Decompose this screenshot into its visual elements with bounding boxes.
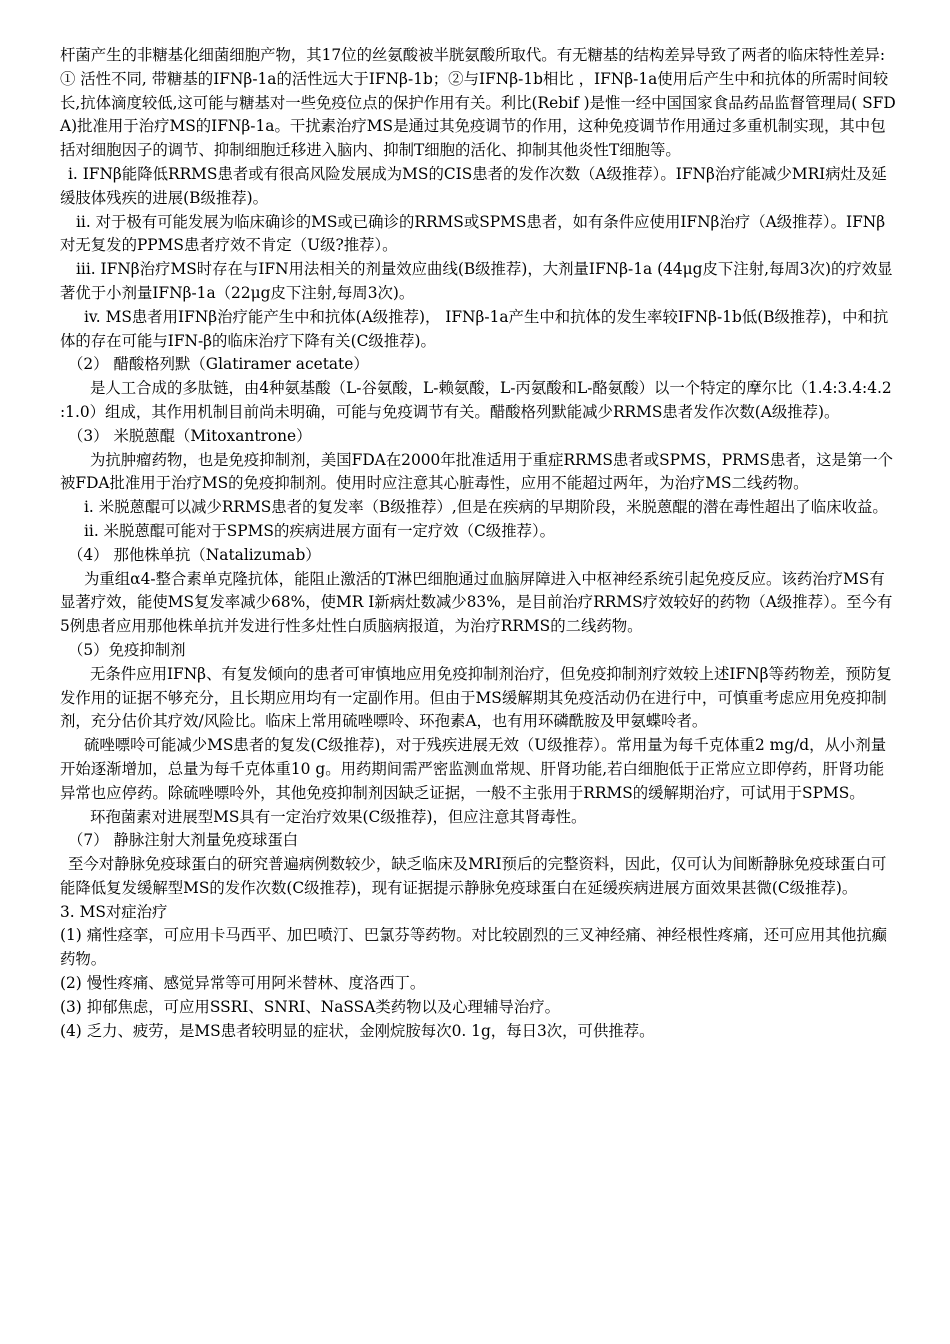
- list-item-chronic-pain: (2) 慢性疼痛、感觉异常等可用阿米替林、度洛西丁。: [60, 974, 426, 993]
- paragraph-azathioprine: 硫唑嘌呤可能减少MS患者的复发(C级推荐)，对于残疾进展无效（U级推荐）。常用量为每千克体重2 mg/d，从小剂量开始逐渐增加，总量为每千克体重10 g。用药期间需严密监测血常规、肝肾功能,若白细胞低于正常应立即停药，肝肾功能异常也应停药。除硫唑嘌呤外，其他免疫抑制剂因缺乏证据，一般不主张用于RRMS的缓解期治疗，可试用于SPMS。: [60, 736, 887, 802]
- list-item-spasm: (1) 痛性痉挛，可应用卡马西平、加巴喷汀、巴氯芬等药物。对比较剧烈的三叉神经痛、神经根性疼痛，还可应用其他抗癫药物。: [60, 926, 888, 969]
- paragraph-ifnb-point-iv: iv. MS患者用IFNβ治疗能产生中和抗体(A级推荐)， IFNβ-1a产生中和抗体的发生率较IFNβ-1b低(B级推荐)，中和抗体的存在可能与IFN-β的临床治疗下降有关(C级推荐)。: [60, 307, 889, 350]
- list-item-depression: (3) 抑郁焦虑，可应用SSRI、SNRI、NaSSA类药物以及心理辅导治疗。: [60, 997, 561, 1016]
- heading-immunosuppressants: （5）免疫抑制剂: [68, 640, 186, 659]
- paragraph-ifnb-point-ii: ii. 对于极有可能发展为临床确诊的MS或已确诊的RRMS或SPMS患者，如有条件应使用IFNβ治疗（A级推荐）。IFNβ对无复发的PPMS患者疗效不肯定（U级?推荐）。: [60, 212, 886, 255]
- paragraph-ifnb-point-i: i. IFNβ能降低RRMS患者或有很高风险发展成为MS的CIS患者的发作次数（A级推荐）。IFNβ治疗能减少MRI病灶及延缓肢体残疾的进展(B级推荐)。: [60, 164, 887, 207]
- paragraph-mitoxantrone-point-i: i. 米脱蒽醌可以减少RRMS患者的复发率（B级推荐）,但是在疾病的早期阶段，米脱蒽醌的潜在毒性超出了临床收益。: [84, 498, 888, 517]
- paragraph-glatiramer: 是人工合成的多肽链，由4种氨基酸（L-谷氨酸，L-赖氨酸，L-丙氨酸和L-酪氨酸）以一个特定的摩尔比（1.4:3.4:4.2 :1.0）组成，其作用机制目前尚未明确，可能与免疫调节有关。醋酸格列默能减少RRMS患者发作次数(A级推荐)。: [60, 379, 892, 421]
- paragraph-ifnb-point-iii: iii. IFNβ治疗MS时存在与IFN用法相关的剂量效应曲线(B级推荐)，大剂量IFNβ-1a (44μg皮下注射,每周3次)的疗效显著优于小剂量IFNβ-1a（22μg皮下注射,每周3次)。: [60, 260, 893, 302]
- paragraph-ifnb-mechanism: 杆菌产生的非糖基化细菌细胞产物，其17位的丝氨酸被半胱氨酸所取代。有无糖基的结构差异导致了两者的临床特性差异:① 活性不同, 带糖基的IFNβ-1a的活性远大于IFNβ-1b；②与IFNβ-1b相比 ，IFNβ-1a使用后产生中和抗体的所需时间较长,抗体滴度较低,这可能与糖基对一些免疫位点的保护作用有关。利比(Rebif )是惟一经中国国家食品药品监督管理局( SFDA)批准用于治疗MS的IFNβ-1a。干扰素治疗MS是通过其免疫调节的作用，这种免疫调节作用通过多重机制实现，其中包括对细胞因子的调节、抑制细胞迁移进入脑内、抑制T细胞的活化、抑制其他炎性T细胞等。: [60, 46, 896, 160]
- paragraph-natalizumab: 为重组α4-整合素单克隆抗体，能阻止激活的T淋巴细胞通过血脑屏障进入中枢神经系统引起免疫反应。该药治疗MS有显著疗效，能使MS复发率减少68%，使MR I新病灶数减少83%，是目前治疗RRMS疗效较好的药物（A级推荐）。至今有5例患者应用那他株单抗并发进行性多灶性白质脑病报道，为治疗RRMS的二线药物。: [60, 569, 893, 636]
- list-item-fatigue: (4) 乏力、疲劳，是MS患者较明显的症状，金刚烷胺每次0. 1g，每日3次，可供推荐。: [60, 1021, 655, 1040]
- paragraph-mitoxantrone: 为抗肿瘤药物，也是免疫抑制剂，美国FDA在2000年批准适用于重症RRMS患者或SPMS，PRMS患者，这是第一个被FDA批准用于治疗MS的免疫抑制剂。使用时应注意其心脏毒性，应用不能超过两年，为治疗MS二线药物。: [60, 450, 894, 493]
- heading-ivig: （7） 静脉注射大剂量免疫球蛋白: [68, 831, 299, 850]
- paragraph-cyclosporine: 环孢菌素对进展型MS具有一定治疗效果(C级推荐)，但应注意其肾毒性。: [90, 807, 587, 826]
- heading-natalizumab: （4） 那他株单抗（Natalizumab）: [68, 545, 321, 564]
- paragraph-ivig: 至今对静脉免疫球蛋白的研究普遍病例数较少，缺乏临床及MRI预后的完整资料，因此，仅可认为间断静脉免疫球蛋白可能降低复发缓解型MS的发作次数(C级推荐)，现有证据提示静脉免疫球蛋白在延缓疾病进展方面效果甚微(C级推荐)。: [60, 855, 887, 897]
- heading-glatiramer: （2） 醋酸格列默（Glatiramer acetate）: [68, 355, 369, 374]
- paragraph-mitoxantrone-point-ii: ii. 米脱蒽醌可能对于SPMS的疾病进展方面有一定疗效（C级推荐）。: [84, 521, 556, 540]
- heading-mitoxantrone: （3） 米脱蒽醌（Mitoxantrone）: [68, 426, 312, 445]
- paragraph-immunosuppressants: 无条件应用IFNβ、有复发倾向的患者可审慎地应用免疫抑制剂治疗，但免疫抑制剂疗效较上述IFNβ等药物差，预防复发作用的证据不够充分，且长期应用均有一定副作用。但由于MS缓解期其免疫活动仍在进行中，可慎重考虑应用免疫抑制剂，充分估价其疗效/风险比。临床上常用硫唑嘌呤、环孢素A，也有用环磷酰胺及甲氨蝶呤者。: [60, 664, 892, 731]
- heading-symptomatic-treatment: 3. MS对症治疗: [60, 902, 168, 921]
